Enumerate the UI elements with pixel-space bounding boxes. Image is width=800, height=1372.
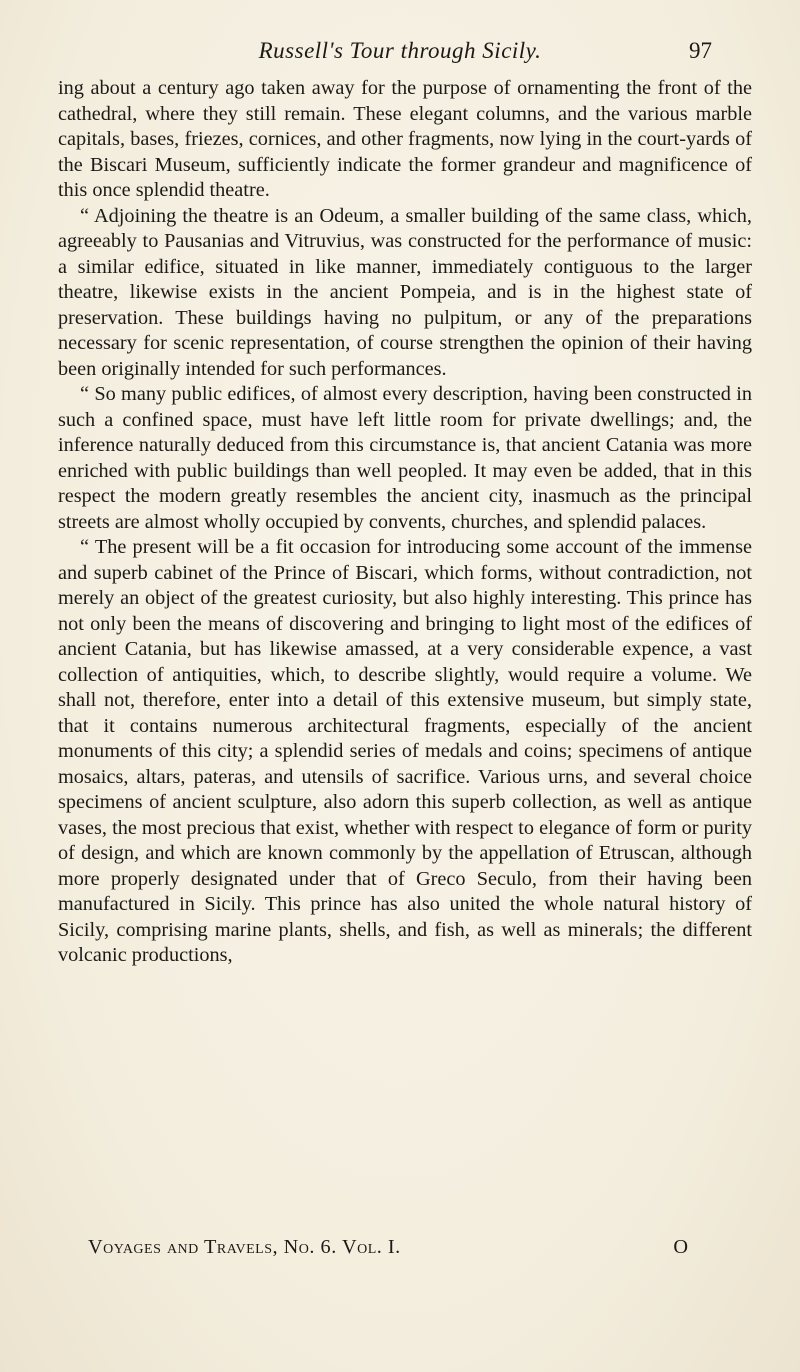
running-title: Russell's Tour through Sicily. xyxy=(258,38,542,63)
paragraph-4: “ The present will be a fit occasion for introducing some account of the immense and superb cabinet of the Prince of Biscari, which forms, without contradiction, not merely an object of the greatest curiosity, but also highly interesting. This prince has not only been the means of discovering and bringing to light most of the edifices of ancient Catania, but has likewise amassed, at a very considerable expence, a vast collection of antiquities, which, to describe slightly, would require a volume. We shall not, therefore, enter into a detail of this extensive museum, but simply state, that it contains numerous architectural fragments, especially of the ancient monuments of this city; a splendid series of medals and coins; specimens of antique mosaics, altars, pateras, and utensils of sacrifice. Various urns, and several choice specimens of ancient sculpture, also adorn this superb collection, as well as antique vases, the most precious that exist, whether with respect to elegance of form or purity of design, and which are known commonly by the appellation of Etruscan, although more properly designated under that of Greco Seculo, from their having been manufactured in Sicily. This prince has also united the whole natural history of Sicily, comprising marine plants, shells, and fish, as well as minerals; the different volcanic productions, xyxy=(58,536,752,966)
paragraph-3: “ So many public edifices, of almost every description, having been constructed in such a confined space, must have left little room for private dwellings; and, the inference naturally deduced from this circumstance is, that ancient Catania was more enriched with public buildings than well peopled. It may even be added, that in this respect the modern greatly resembles the ancient city, inasmuch as the principal streets are almost wholly occupied by convents, churches, and splendid palaces. xyxy=(58,383,752,533)
paragraph-2: “ Adjoining the theatre is an Odeum, a smaller building of the same class, which, agreeably to Pausanias and Vitruvius, was constructed for the performance of music: a similar edifice, situated in like manner, immediately contiguous to the larger theatre, likewise exists in the ancient Pompeia, and is in the highest state of preservation. These buildings having no pulpitum, or any of the preparations necessary for scenic representation, of course strengthen the opinion of their having been originally intended for such performances. xyxy=(58,204,752,380)
page-number: 97 xyxy=(689,38,712,63)
paragraph-1: ing about a century ago taken away for the purpose of ornamenting the front of the cathedral, where they still remain. These elegant columns, and the various marble capitals, bases, friezes, cornices, and other fragments, now lying in the court-yards of the Biscari Museum, sufficiently indicate the former grandeur and magnificence of this once splendid theatre. xyxy=(58,77,752,201)
footer-label: Voyages and Travels, No. 6. Vol. I. xyxy=(88,1236,401,1258)
running-head xyxy=(0,38,800,68)
body-text xyxy=(58,76,752,969)
signature-mark: O xyxy=(673,1236,688,1258)
page-footer xyxy=(88,1236,688,1262)
